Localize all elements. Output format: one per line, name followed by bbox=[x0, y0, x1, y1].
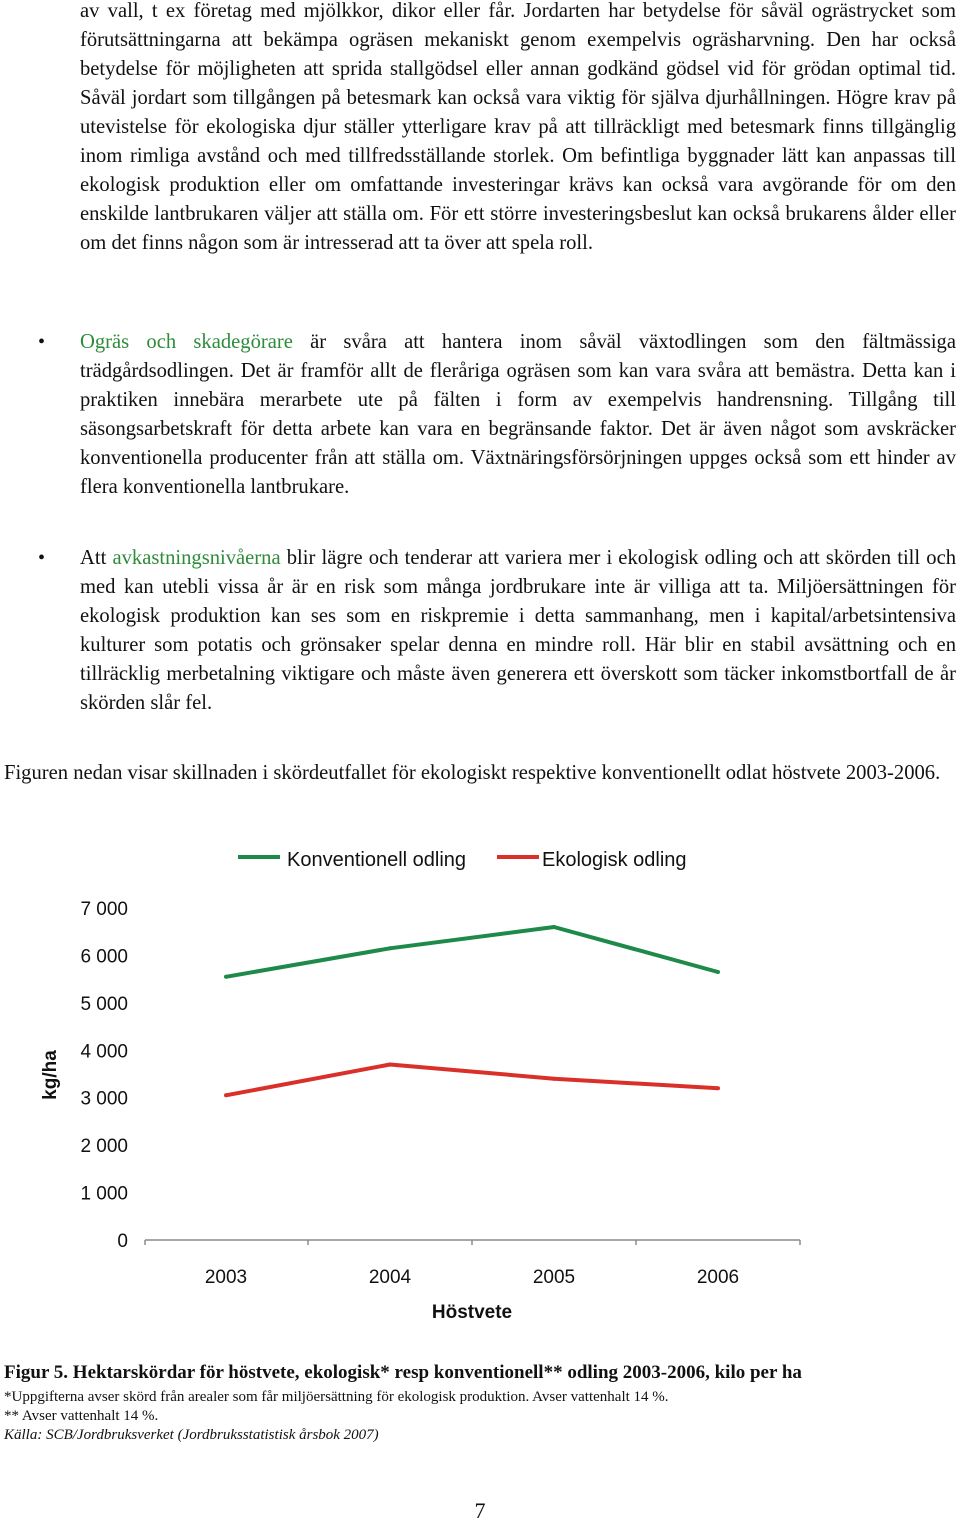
highlight-term: Ogräs och skadegörare bbox=[80, 331, 293, 353]
figure-caption: Figur 5. Hektarskördar för höstvete, ekologisk* resp konventionell** odling 2003-2006, kilo per ha bbox=[4, 1362, 802, 1383]
bullet-text: blir lägre och tenderar att variera mer i ekologisk odling och att skörden till och med kan utebli vissa år är en risk som många jordbrukare inte är villiga att ta. Miljöersättningen för ekologisk produktion kan ses som en riskpremie i detta sammanhang, men i kapital/arbetsintensiva kulturer som potatis och grönsaker spelar denna en mindre roll. Här blir en stabil avsättning och en tillräcklig merbetalning viktigare och måste även generera ett överskott som täcker inkomstbortfall de år skörden slår fel. bbox=[80, 547, 957, 714]
data-point bbox=[224, 975, 228, 979]
bullet-text: är svåra att hantera inom såväl växtodlingen som den fältmässiga trädgårdsodlingen. Det är framför allt de fleråriga ogräsen som kan vara svåra att bemästra. Detta kan i praktiken innebära merarbete ute på fälten i form av exempelvis handrensning. Tillgång till säsongsarbetskraft för detta arbete kan vara en begränsande faktor. Det är även något som avskräcker konventionella producenter från att ställa om. Växtnäringsförsörjningen uppges också som ett hinder av flera konventionella lantbrukare. bbox=[80, 331, 956, 498]
y-tick-label: 7 000 bbox=[80, 899, 128, 920]
y-tick-label: 1 000 bbox=[80, 1183, 128, 1205]
bullet-prefix: Att bbox=[80, 547, 113, 569]
x-tick-label: 2003 bbox=[204, 1267, 248, 1288]
x-tick-label: 2005 bbox=[532, 1267, 576, 1288]
x-tick-label: 2006 bbox=[696, 1267, 740, 1288]
footnote-conventional: ** Avser vattenhalt 14 %. bbox=[4, 1408, 159, 1424]
source-note: Källa: SCB/Jordbruksverket (Jordbruksstatistisk årsbok 2007) bbox=[4, 1427, 379, 1443]
legend-label: Ekologisk odling bbox=[542, 849, 687, 871]
data-point bbox=[552, 925, 556, 929]
y-tick-label: 3 000 bbox=[80, 1088, 128, 1110]
data-point bbox=[716, 1086, 720, 1090]
y-tick-label: 0 bbox=[117, 1231, 128, 1252]
body-paragraph: av vall, t ex företag med mjölkkor, dikor eller får. Jordarten har betydelse för såväl ogrästrycket som förutsättningarna att bekämpa ogräsen mekaniskt genom exempelvis ogräsharvning. Den har också betydelse för möjligheten att sprida stallgödsel eller annan godkänd gödsel vid för grödan optimal tid. Såväl jordart som tillgången på betesmark kan också vara viktig för själva djurhållningen. Högre krav på utevistelse för ekologiska djur ställer ytterligare krav på att tillräckligt med betesmark finns tillgänglig inom rimliga avstånd och med tillfredsställande storlek. Om befintliga byggnader lätt kan anpassas till ekologisk produktion eller om omfattande investeringar krävs kan också vara avgörande för om den enskilde lantbrukaren väljer att ställa om. För ett större investeringsbeslut kan också brukarens ålder eller om det finns någon som är intresserad att ta över att spela roll. bbox=[80, 0, 956, 254]
footnote-ecological: *Uppgifterna avser skörd från arealer som får miljöersättning för ekologisk produktion. Avser vattenhalt 14 %. bbox=[4, 1389, 669, 1405]
series-line bbox=[226, 927, 718, 977]
data-point bbox=[388, 1063, 392, 1067]
bullet-marker: • bbox=[38, 547, 46, 569]
data-point bbox=[716, 970, 720, 974]
figure-intro: Figuren nedan visar skillnaden i skördeutfallet för ekologiskt respektive konventionellt odlat höstvete 2003-2006. bbox=[4, 762, 941, 784]
legend-label: Konventionell odling bbox=[287, 849, 467, 871]
x-axis-title: Höstvete bbox=[431, 1302, 513, 1323]
data-point bbox=[388, 946, 392, 950]
bullet-paragraph-weeds bbox=[80, 328, 956, 502]
bullet-paragraph-yields bbox=[80, 544, 956, 718]
y-axis-title: kg/ha bbox=[40, 1050, 61, 1100]
x-tick-label: 2004 bbox=[368, 1267, 412, 1288]
page-number: 7 bbox=[474, 1498, 486, 1523]
y-tick-label: 2 000 bbox=[80, 1136, 128, 1158]
highlight-term: avkastningsnivåerna bbox=[112, 547, 281, 569]
series-line bbox=[226, 1065, 718, 1096]
data-point bbox=[552, 1077, 556, 1081]
y-tick-label: 4 000 bbox=[80, 1041, 128, 1063]
y-tick-label: 5 000 bbox=[80, 993, 128, 1015]
data-point bbox=[224, 1093, 228, 1097]
y-tick-label: 6 000 bbox=[80, 946, 128, 968]
yield-line-chart bbox=[0, 835, 960, 1335]
bullet-marker: • bbox=[38, 331, 46, 353]
